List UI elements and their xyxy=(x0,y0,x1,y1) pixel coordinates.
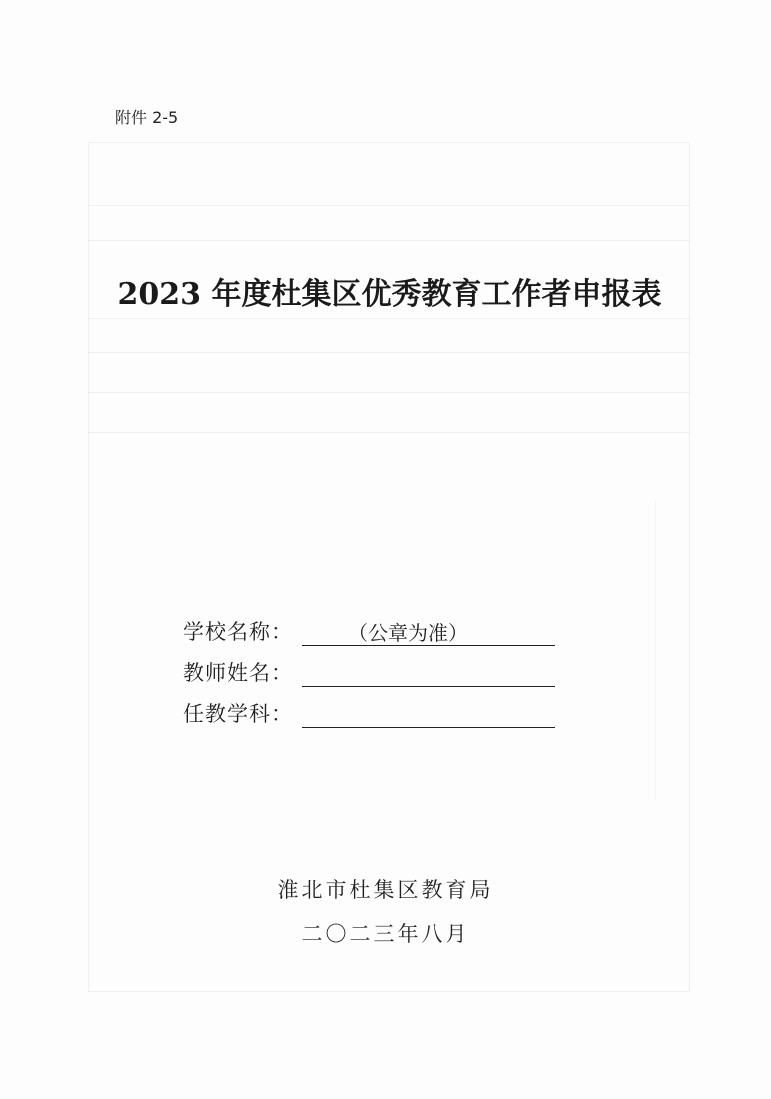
page-title: 2023 年度杜集区优秀教育工作者申报表 xyxy=(117,277,662,312)
attachment-label: 附件 2-5 xyxy=(115,108,179,127)
teacher-name-field[interactable] xyxy=(302,661,555,687)
issue-date: 二〇二三年八月 xyxy=(301,922,470,946)
cover-form xyxy=(183,619,563,742)
bleed-through-line xyxy=(88,392,690,393)
subject-field[interactable] xyxy=(302,702,555,728)
issuer-name: 淮北市杜集区教育局 xyxy=(277,878,494,902)
bleed-through-line xyxy=(88,432,690,433)
school-name-field[interactable]: （公章为准） xyxy=(302,620,555,646)
bleed-through-line xyxy=(88,318,690,319)
bleed-through-line xyxy=(655,500,656,800)
form-row-teacher xyxy=(183,660,563,687)
school-name-label: 学校名称： xyxy=(183,620,293,644)
bleed-through-frame xyxy=(88,142,690,992)
bleed-through-line xyxy=(88,240,690,241)
subject-label: 任教学科： xyxy=(183,702,293,726)
form-row-subject xyxy=(183,701,563,728)
bleed-through-line xyxy=(88,205,690,206)
teacher-name-label: 教师姓名： xyxy=(183,661,293,685)
bleed-through-line xyxy=(88,352,690,353)
form-row-school xyxy=(183,619,563,646)
